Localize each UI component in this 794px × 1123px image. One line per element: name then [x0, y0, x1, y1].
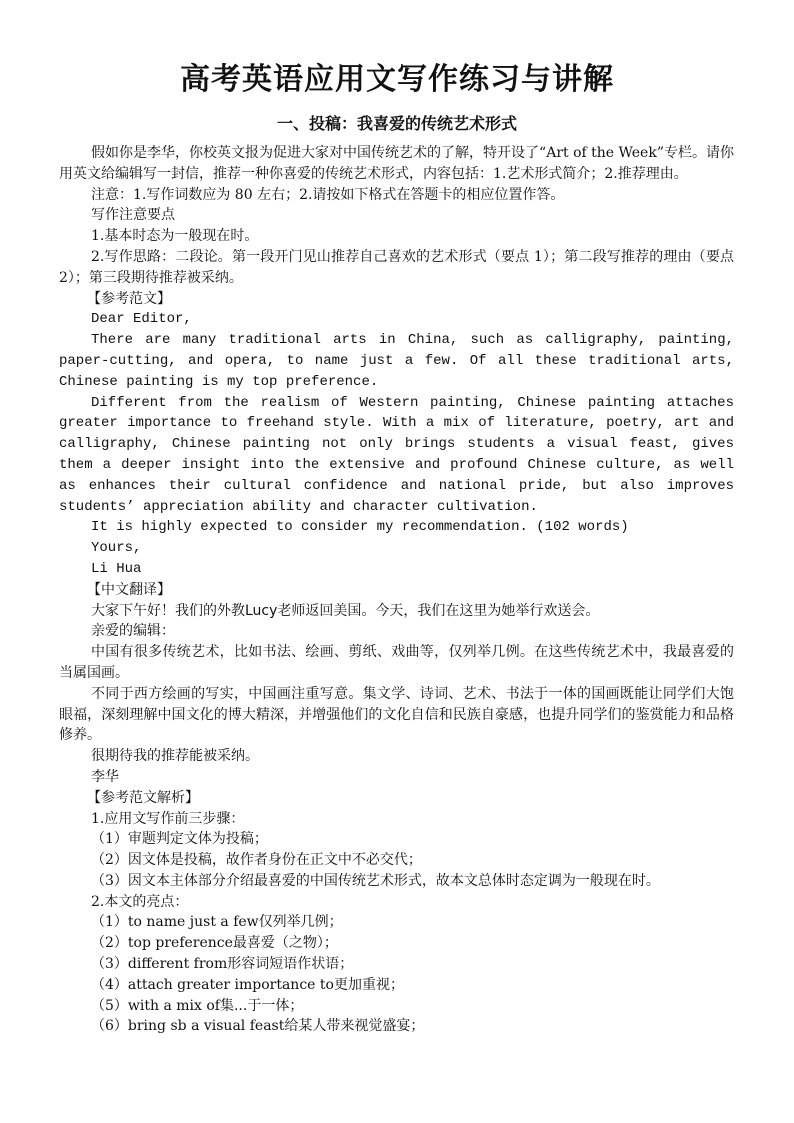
analysis-highlight: （5）with a mix of集...于一体； — [91, 997, 304, 1014]
task-note: 注意：1.写作词数应为 80 左右；2.请按如下格式在答题卡的相应位置作答。 — [91, 186, 565, 203]
document-body — [59, 143, 734, 1037]
sample-salutation: Dear Editor, — [91, 311, 192, 328]
sample-paragraph-3: It is highly expected to consider my recommendation. (102 words) — [91, 519, 629, 536]
sample-signature: Li Hua — [91, 560, 142, 577]
analysis-steps-heading: 1.应用文写作前三步骤： — [91, 810, 245, 827]
translation-paragraph-1: 中国有很多传统艺术，比如书法、绘画、剪纸、戏曲等，仅列举几例。在这些传统艺术中，我最喜爱的当属国画。 — [59, 644, 734, 681]
analysis-highlight: （3）different from形容词短语作状语； — [91, 956, 354, 973]
translation-line-1: 大家下午好！我们的外教Lucy老师返回美国。今天，我们在这里为她举行欢送会。 — [91, 602, 600, 619]
analysis-step: （1）审题判定文体为投稿； — [91, 831, 268, 848]
sample-paragraph-1: There are many traditional arts in China, such as calligraphy, painting, paper-cutting, and opera, to name just a few. Of all these traditional arts, Chinese painting is my top preference. — [59, 332, 734, 390]
sample-label: 【参考范文】 — [87, 290, 171, 307]
analysis-highlight: （2）top preference最喜爱（之物）； — [91, 935, 338, 952]
translation-signature: 李华 — [91, 768, 119, 785]
page-title: 高考英语应用文写作练习与讲解 — [180, 62, 614, 97]
sample-paragraph-2: Different from the realism of Western painting, Chinese painting attaches greater importance to freehand style. With a mix of literature, poetry, art and calligraphy, Chinese painting not only brings students a visual feast, gives them a deeper insight into the extensive and profound Chinese culture, as well as enhances their cultural confidence and national pride, but also improves students’ appreciation ability and character cultivation. — [59, 394, 734, 515]
analysis-step: （3）因文本主体部分介绍最喜爱的中国传统艺术形式，故本文总体时态定调为一般现在时。 — [91, 872, 660, 889]
task-prompt: 假如你是李华，你校英文报为促进大家对中国传统艺术的了解，特开设了“Art of the Week”专栏。请你用英文给编辑写一封信，推荐一种你喜爱的传统艺术形式，内容包括：1.艺术形式简介；2.推荐理由。 — [59, 145, 734, 182]
translation-label: 【中文翻译】 — [87, 581, 171, 598]
translation-paragraph-3: 很期待我的推荐能被采纳。 — [91, 748, 259, 765]
analysis-highlight: （4）attach greater importance to更加重视； — [91, 976, 404, 993]
translation-salutation: 亲爱的编辑： — [91, 623, 175, 640]
translation-paragraph-2: 不同于西方绘画的写实，中国画注重写意。集文学、诗词、艺术、书法于一体的国画既能让同学们大饱眼福，深刻理解中国文化的博大精深，并增强他们的文化自信和民族自豪感，也提升同学们的鉴赏能力和品格修养。 — [59, 685, 734, 744]
sample-closing: Yours, — [91, 540, 142, 557]
analysis-label: 【参考范文解析】 — [87, 789, 199, 806]
point-tense: 1.基本时态为一般现在时。 — [91, 228, 259, 245]
analysis-highlight: （6）bring sb a visual feast给某人带来视觉盛宴； — [91, 1018, 425, 1035]
analysis-step: （2）因文体是投稿，故作者身份在正文中不必交代； — [91, 852, 422, 869]
section-subtitle: 一、投稿：我喜爱的传统艺术形式 — [276, 114, 517, 133]
points-heading: 写作注意要点 — [91, 207, 175, 224]
point-structure: 2.写作思路：二段论。第一段开门见山推荐自己喜欢的艺术形式（要点 1）；第二段写推荐的理由（要点 2）；第三段期待推荐被采纳。 — [59, 248, 734, 286]
analysis-highlight: （1）to name just a few仅列举几例； — [91, 914, 343, 931]
analysis-highlights-heading: 2.本文的亮点： — [91, 893, 189, 910]
